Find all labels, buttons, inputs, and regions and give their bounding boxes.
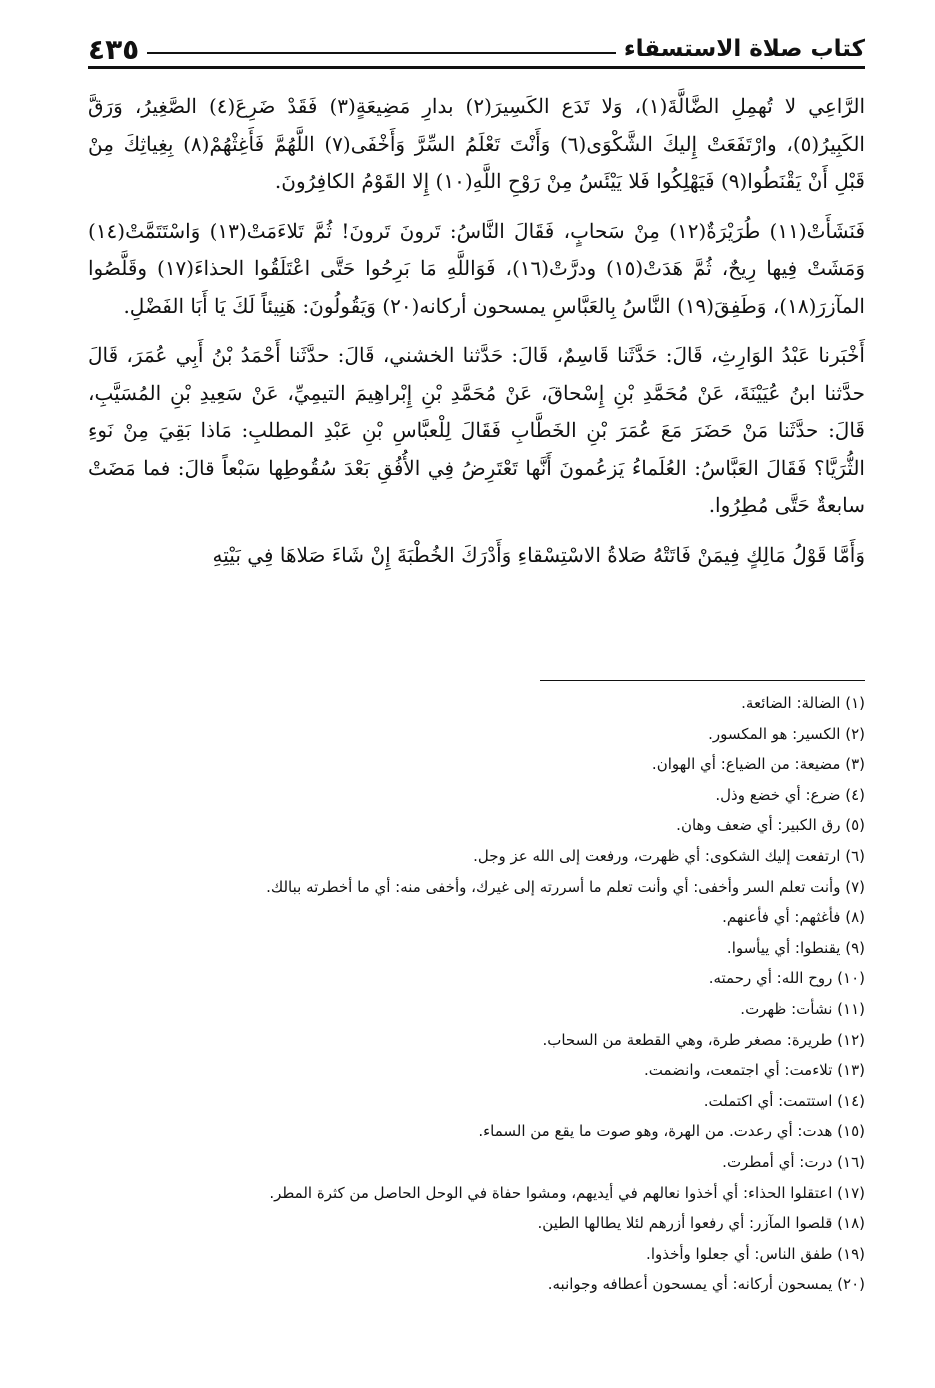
paragraph: فَنَشَأَتْ(١١) طُرَيْرَةٌ(١٢) مِنْ سَحابٍ، فَقَالَ النَّاسُ: تَرونَ تَرونَ! ثُمَّ تَلاءَمَتْ(١٣) وَاسْتَتَمَّتْ(١٤) وَمَشَتْ فِيها رِيحٌ، ثُمَّ هَدَتْ(١٥) ودرَّتْ(١٦)، فَوَاللَّهِ مَا بَرِحُوا حَتَّى اعْتَلَقُوا الحذاءَ(١٧) وقَلَّصُوا المآزرَ(١٨)، وَطَفِقَ(١٩) النَّاسُ بِالعَبَّاسِ يمسحون أركانه(٢٠) وَيَقُولُونَ: هَنِيئاً لَكَ يَا أَبَا الفَضْلِ. (88, 218, 866, 318)
footnote: (١٩) طفق الناس: أي جعلوا وأخذوا. (646, 1244, 865, 1263)
paragraph: أَخْبَرنا عَبْدُ الوَارِثِ، قَالَ: حَدَّثَنا قَاسِمٌ، قَالَ: حَدَّثنا الخشني، قَالَ: حدَّثَنا أَحْمَدُ بْنُ أَبِي عُمَرَ، قَالَ حدَّثنا ابنُ عُيَيْنَةَ، عَنْ مُحَمَّدِ بْنِ إِسْحاقَ، عَنْ مُحَمَّدِ بْنِ إِبْراهِيمَ التيمِيِّ، عَنْ سَعِيدِ بْنِ المُسَيَّبِ، قَالَ: حدَّثَنا مَنْ حَضَرَ مَعَ عُمَرَ بْنِ الخَطَّابِ فَقَالَ لِلْعبَّاسِ بْنِ عَبْدِ المطلبِ: مَاذا بَقِيَ مِنْ نَوءِ الثُّرَيَّا؟ فَقَالَ العَبَّاسُ: العُلَماءُ يَزعُمونَ أَنَّها تَعْتَرِضُ فِي الأُفُقِ بَعْدَ سُقُوطِها سَبْعاً قالَ: فما مَضَتْ سابعةٌ حَتَّى مُطِرُوا. (88, 343, 865, 517)
footnote: (٥) رق الكبير: أي ضعف وهان. (676, 816, 865, 835)
running-header (88, 18, 865, 68)
footnote: (١١) نشأت: ظهرت. (740, 999, 865, 1018)
footnote: (٣) مضيعة: من الضياع: أي الهوان. (651, 755, 865, 774)
footnote: (٩) يقنطوا: أي ييأسوا. (726, 938, 865, 957)
paragraph: وَأَمَّا قَوْلُ مَالِكٍ فِيمَنْ فَاتَتْهُ صَلاةُ الاسْتِسْقاءِ وَأَدْرَكَ الخُطْبَةَ إِنْ شَاءَ صَلاهَا فِي بَيْتِهِ (212, 542, 865, 567)
footnote: (٤) ضرع: أي خضع وذل. (715, 785, 865, 804)
page-number: ٤٣٥ (88, 33, 140, 66)
chapter-title: كتاب صلاة الاستسقاء (623, 36, 865, 62)
footnote: (٨) فأغثهم: أي فأعنهم. (722, 908, 865, 927)
footnote: (٢) الكسير: هو المكسور. (708, 724, 865, 743)
header-rule (88, 66, 865, 69)
footnote: (١٧) اعتقلوا الحذاء: أي أخذوا نعالهم في أيديهم، ومشوا حفاة في الوحل الحاصل من كثرة المطر. (269, 1183, 865, 1202)
footnote: (٦) ارتفعت إليك الشكوى: أي ظهرت، ورفعت إلى الله عز وجل. (473, 846, 865, 865)
footnote: (١٢) طريرة: مصغر طرة، وهي القطعة من السحاب. (542, 1030, 865, 1049)
header-line (147, 52, 616, 54)
footnote: (١٠) روح الله: أي رحمته. (708, 969, 865, 988)
footnote: (١٤) استتمت: أي اكتملت. (703, 1091, 865, 1110)
main-text (88, 88, 865, 586)
footnote-separator (540, 680, 865, 681)
footnote: (٧) وأنت تعلم السر وأخفى: أي وأنت تعلم ما أسررته إلى غيرك، وأخفى منه: أي ما أخطرته ببالك. (266, 877, 865, 896)
footnote: (١٥) هدت: أي رعدت. من الهرة، وهو صوت ما يقع من السماء. (478, 1122, 865, 1141)
footnotes-list (60, 688, 865, 1300)
footnote: (٢٠) يمسحون أركانه: أي يمسحون أعطافه وجوانبه. (547, 1275, 865, 1294)
paragraph: الرَّاعِي لا تُهمِلِ الضَّالَّةَ(١)، وَلا تَدَع الكَسِيرَ(٢) بدارِ مَضِيعَةٍ(٣) فَقَدْ ضَرِعَ(٤) الصَّغِيرُ، وَرَقَّ الكَبِيرُ(٥)، وارْتَفَعَتْ إِليكَ الشَّكْوَى(٦) وَأَنْتَ تَعْلَمُ السِّرَّ وَأَخْفَى(٧) اللَّهُمَّ فَأَغِثْهُمْ(٨) بِغِياثِكَ مِنْ قَبْلِ أَنْ يَقْنَطُوا(٩) فَيَهْلِكُوا فَلا يَيْئَسُ مِنْ رَوْحِ اللَّهِ(١٠) إِلا القَوْمُ الكافِرُونَ. (88, 94, 866, 193)
footnote: (١٦) درت: أي أمطرت. (722, 1152, 865, 1171)
footnote: (١) الضالة: الضائعة. (741, 694, 865, 712)
footnote: (١٨) قلصوا المآزر: أي رفعوا أزرهم لئلا يطالها الطين. (537, 1214, 865, 1233)
footnote: (١٣) تلاءمت: أي اجتمعت، وانضمت. (643, 1061, 865, 1080)
